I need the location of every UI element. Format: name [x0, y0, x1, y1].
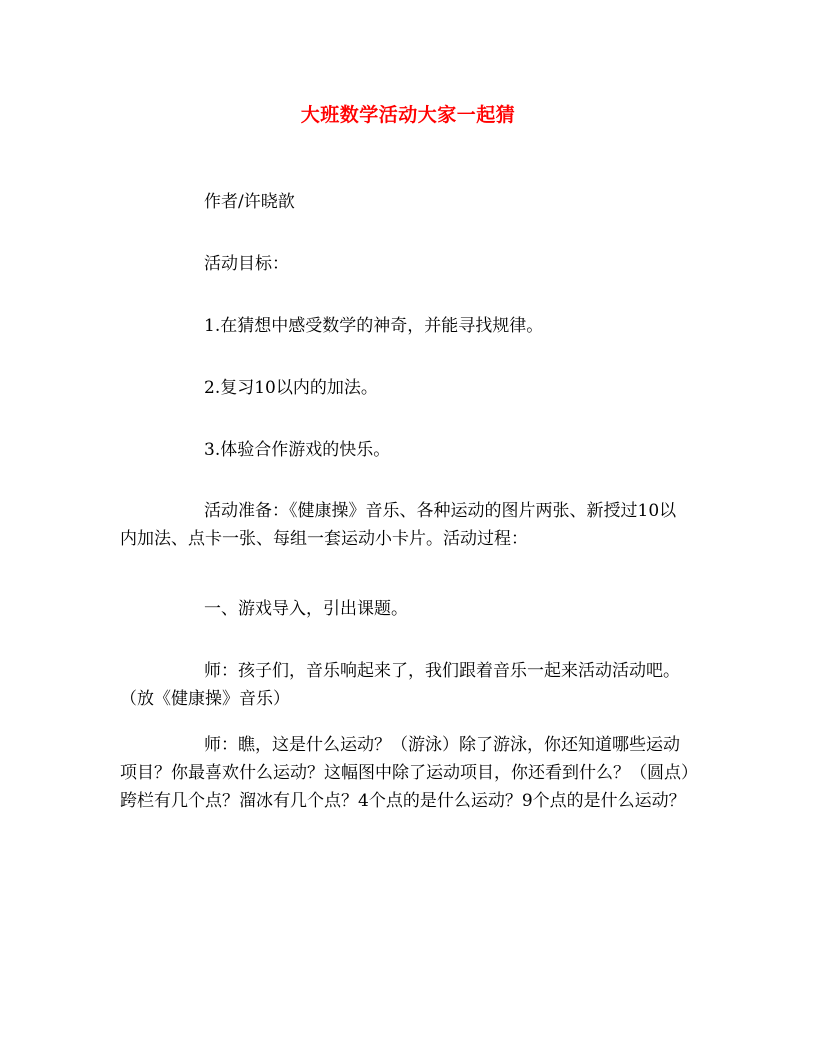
goals-heading: 活动目标：	[204, 254, 289, 274]
preparation-paragraph: 活动准备：《健康操》音乐、各种运动的图片两张、新授过10以内加法、点卡一张、每组一套运动小卡片。活动过程：	[120, 501, 677, 549]
author-line: 作者/许晓歆	[204, 192, 295, 212]
goal-item-2: 2.复习10以内的加法。	[204, 378, 378, 398]
teacher-paragraph-1: 师：孩子们，音乐响起来了，我们跟着音乐一起来活动活动吧。（放《健康操》音乐）	[120, 661, 680, 709]
section-heading-1: 一、游戏导入，引出课题。	[204, 599, 408, 619]
goal-item-3: 3.体验合作游戏的快乐。	[204, 440, 391, 460]
teacher-paragraph-2: 师：瞧，这是什么运动？（游泳）除了游泳，你还知道哪些运动项目？你最喜欢什么运动？这幅图中除了运动项目，你还看到什么？（圆点）跨栏有几个点？溜冰有几个点？4个点的是什么运动？9个点的是什么运动？	[120, 735, 690, 811]
document-title: 大班数学活动大家一起猜	[300, 104, 516, 126]
goal-item-1: 1.在猜想中感受数学的神奇，并能寻找规律。	[204, 316, 544, 336]
